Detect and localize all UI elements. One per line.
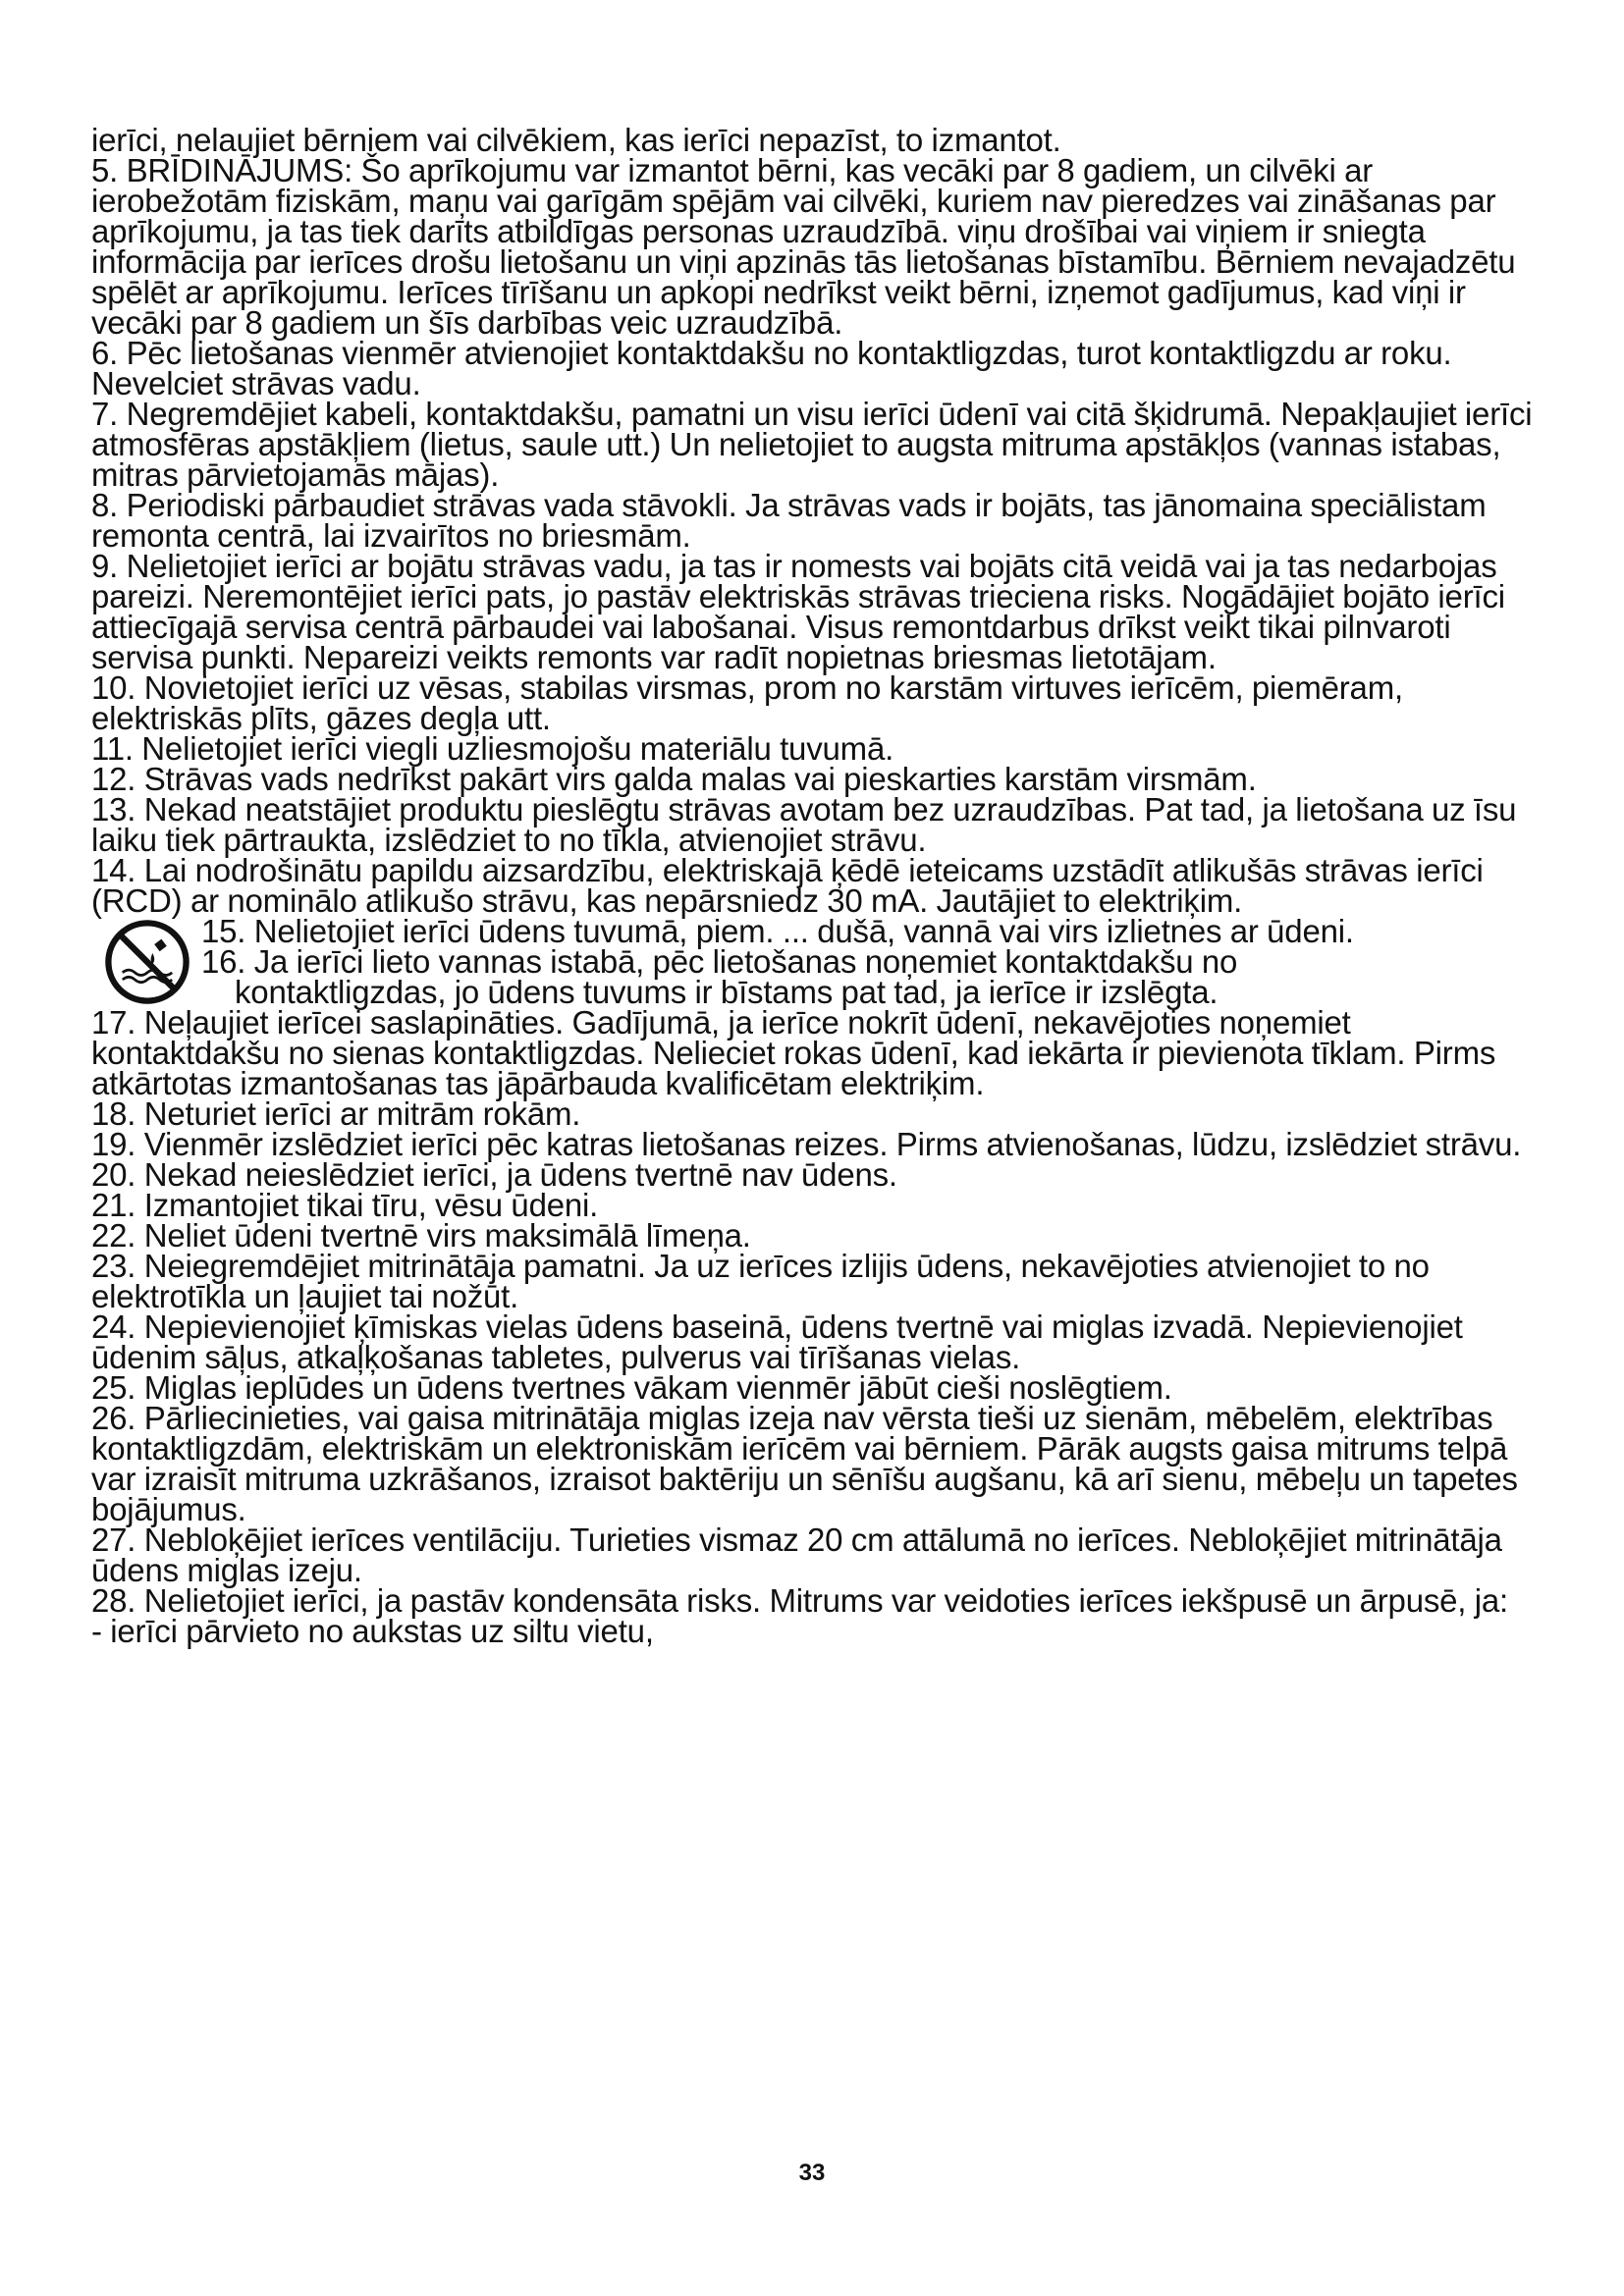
- no-water-near-appliance-icon: [103, 918, 191, 1006]
- safety-item: 13. Nekad neatstājiet produktu pieslēgtu strāvas avotam bez uzraudzības. Pat tad, ja lietošana uz īsu laiku tiek pārtraukta, izslēdziet to no tīkla, atvienojiet strāvu.: [91, 791, 1517, 858]
- safety-item: 8. Periodiski pārbaudiet strāvas vada stāvokli. Ja strāvas vads ir bojāts, tas jānomaina speciālistam remonta centrā, lai izvairītos no briesmām.: [91, 487, 1487, 554]
- safety-item: 24. Nepievienojiet ķīmiskas vielas ūdens baseinā, ūdens tvertnē vai miglas izvadā. Nepievienojiet ūdenim sāļus, atkaļķošanas tabletes, pulverus vai tīrīšanas vielas.: [91, 1308, 1463, 1375]
- safety-item: 14. Lai nodrošinātu papildu aizsardzību, elektriskajā ķēdē ieteicams uzstādīt atlikušās strāvas ierīci (RCD) ar nominālo atlikušo strāvu, kas nepārsniedz 30 mA. Jautājiet to elektriķim.: [91, 852, 1484, 919]
- safety-item: 25. Miglas ieplūdes un ūdens tvertnes vākam vienmēr jābūt cieši noslēgtiem.: [91, 1369, 1172, 1406]
- safety-item: ierīci, nelaujiet bērniem vai cilvēkiem, kas ierīci nepazīst, to izmantot.: [91, 122, 1061, 158]
- safety-item: 20. Nekad neieslēdziet ierīci, ja ūdens tvertnē nav ūdens.: [91, 1156, 897, 1193]
- safety-item: 27. Nebloķējiet ierīces ventilāciju. Turieties vismaz 20 cm attālumā no ierīces. Nebloķējiet mitrinātāja ūdens miglas izeju.: [91, 1522, 1502, 1588]
- safety-item: 17. Neļaujiet ierīcei saslapināties. Gadījumā, ja ierīce nokrīt ūdenī, nekavējoties noņemiet kontaktdakšu no sienas kontaktligzdas. Nelieciet rokas ūdenī, kad iekārta ir pievienota tīklam. Pirms atkārtotas izmantošanas tas jāpārbauda kvalificētam elektriķim.: [91, 1004, 1496, 1101]
- safety-item: 23. Neiegremdējiet mitrinātāja pamatni. Ja uz ierīces izlijis ūdens, nekavējoties atvienojiet to no elektrotīkla un ļaujiet tai nožūt.: [91, 1248, 1430, 1314]
- paragraphs-top: [91, 122, 1535, 919]
- safety-item: 22. Neliet ūdeni tvertnē virs maksimālā līmeņa.: [91, 1217, 751, 1254]
- safety-item: - ierīci pārvieto no aukstas uz siltu vietu,: [91, 1613, 654, 1649]
- safety-item: 26. Pārliecinieties, vai gaisa mitrinātāja miglas izeja nav vērsta tieši uz sienām, mēbelēm, elektrības kontaktligzdām, elektriskām un elektroniskām ierīcēm vai bērniem. Pārāk augsts gaisa mitrums telpā var izraisīt mitruma uzkrāšanos, izraisot baktēriju un sēnīšu augšanu, kā arī sienu, mēbeļu un tapetes bojājumus.: [91, 1400, 1518, 1527]
- safety-item: 12. Strāvas vads nedrīkst pakārt virs galda malas vai pieskarties karstām virsmām.: [91, 761, 1257, 797]
- safety-item: 10. Novietojiet ierīci uz vēsas, stabilas virsmas, prom no karstām virtuves ierīcēm, piemēram, elektriskās plīts, gāzes degļa utt.: [91, 669, 1403, 736]
- page-number: 33: [798, 2160, 826, 2186]
- safety-item: 19. Vienmēr izslēdziet ierīci pēc katras lietošanas reizes. Pirms atvienošanas, lūdzu, izslēdziet strāvu.: [91, 1126, 1522, 1162]
- safety-item-16: 16. Ja ierīci lieto vannas istabā, pēc lietošanas noņemiet kontaktdakšu no: [201, 943, 1238, 980]
- safety-item: 7. Negremdējiet kabeli, kontaktdakšu, pamatni un visu ierīci ūdenī vai citā šķidrumā. Nepakļaujiet ierīci atmosfēras apstākļiem (lietus, saule utt.) Un nelietojiet to augsta mitruma apstākļos (vannas istabas, mitras pārvietojamās mājas).: [91, 396, 1533, 493]
- safety-item: 21. Izmantojiet tikai tīru, vēsu ūdeni.: [91, 1187, 599, 1223]
- safety-item: 6. Pēc lietošanas vienmēr atvienojiet kontaktdakšu no kontaktligzdas, turot kontaktligzdu ar roku. Nevelciet strāvas vadu.: [91, 335, 1452, 401]
- safety-item: 18. Neturiet ierīci ar mitrām rokām.: [91, 1095, 581, 1132]
- manual-page-content: [91, 122, 1535, 1649]
- water-warning-section: [91, 913, 1535, 1010]
- safety-item-15: 15. Nelietojiet ierīci ūdens tuvumā, piem. ... dušā, vannā vai virs izlietnes ar ūdeni.: [201, 913, 1354, 949]
- safety-item: 11. Nelietojiet ierīci viegli uzliesmojošu materiālu tuvumā.: [91, 730, 894, 767]
- safety-item-16-continued: kontaktligzdas, jo ūdens tuvums ir bīstams pat tad, ja ierīce ir izslēgta.: [235, 974, 1218, 1010]
- safety-item: 5. BRĪDINĀJUMS: Šo aprīkojumu var izmantot bērni, kas vecāki par 8 gadiem, un cilvēki ar ierobežotām fiziskām, maņu vai garīgām spējām vai cilvēki, kuriem nav pieredzes vai zināšanas par aprīkojumu, ja tas tiek darīts atbildīgas personas uzraudzībā. viņu drošībai vai viņiem ir sniegta informācija par ierīces drošu lietošanu un viņi apzinās tās lietošanas bīstamību. Bērniem nevajadzētu spēlēt ar aprīkojumu. Ierīces tīrīšanu un apkopi nedrīkst veikt bērni, izņemot gadījumus, kad viņi ir vecāki par 8 gadiem un šīs darbības veic uzraudzībā.: [91, 152, 1516, 341]
- safety-item: 9. Nelietojiet ierīci ar bojātu strāvas vadu, ja tas ir nomests vai bojāts citā veidā vai ja tas nedarbojas pareizi. Neremontējiet ierīci pats, jo pastāv elektriskās strāvas trieciena risks. Nogādājiet bojāto ierīci attiecīgajā servisa centrā pārbaudei vai labošanai. Visus remontdarbus drīkst veikt tikai pilnvaroti servisa punkti. Nepareizi veikts remonts var radīt nopietnas briesmas lietotājam.: [91, 548, 1505, 675]
- paragraphs-bottom: [91, 1004, 1535, 1649]
- safety-item: 28. Nelietojiet ierīci, ja pastāv kondensāta risks. Mitrums var veidoties ierīces iekšpusē un ārpusē, ja:: [91, 1582, 1508, 1619]
